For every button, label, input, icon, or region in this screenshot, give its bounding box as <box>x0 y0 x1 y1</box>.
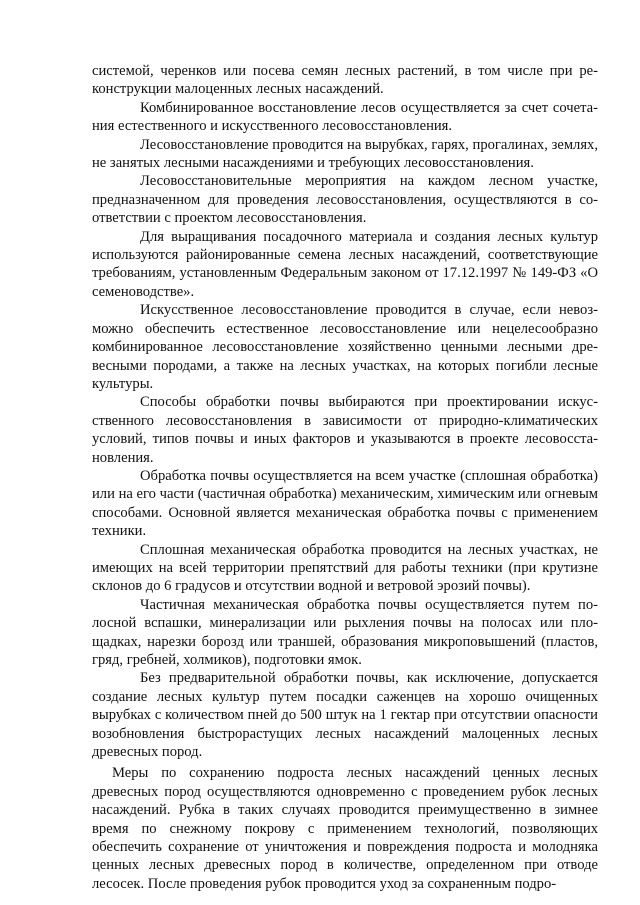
paragraph-no-pretreatment: Без предварительной обработки почвы, как исключение, допускается создание лесных культур путем посадки саженцев на хорошо очищенных вырубках с количеством пней до 500 штук на 1 гектар при отсутствии опасности возобновления быстрорастущих лесных насаждений малоценных лесных древесных пород. <box>92 670 598 761</box>
paragraph-soil-treatment: Обработка почвы осуществляется на всем участке (сплошная обработка) или на его части (частичная обработка) механическим, химическим или огневым способами. Основной является механическая обработка почвы с применением техники. <box>92 467 598 540</box>
paragraph-restoration-sites: Лесовосстановление проводится на вырубках, гарях, прогалинах, землях, не занятых лесными насаждениями и требующих лесовосстановления. <box>92 136 598 172</box>
paragraph-continuous-treatment: Сплошная механическая обработка проводится на лесных участках, не имеющих на всей территории препятствий для работы техники (при крутизне склонов до 6 градусов и отсутствии водной и ветровой эрозий почвы). <box>92 541 598 595</box>
paragraph-undergrowth-preservation: Меры по сохранению подроста лесных насаждений ценных лесных древесных пород осуществляются одновременно с проведением рубок лесных насаждений. Рубка в таких случаях проводится преимущественно в зимнее время по снежному покрову с применением технологий, позволяющих обеспечить сохранение от уничтожения и повреждения подроста и молодняка ценных лесных древесных пород в количестве, определенном при отводе лесосек. После проведения рубок проводится уход за сохраненным подро- <box>92 765 598 892</box>
paragraph-partial-treatment: Частичная механическая обработка почвы осуществляется путем полосной вспашки, минерализации или рыхления почвы на полосах или площадках, нарезки борозд или траншей, образования микроповышений (пластов, гряд, гребней, холмиков), подготовки ямок. <box>92 596 598 668</box>
document-body <box>92 62 598 893</box>
paragraph-artificial-restoration: Искусственное лесовосстановление проводится в случае, если невозможно обеспечить естественное лесовосстановление или нецелесообразно комбинированное лесовосстановление хозяйственно ценными лесными древесными породами, а также на лесных участках, на которых погибли лесные культуры. <box>92 302 598 392</box>
paragraph-restoration-measures: Лесовосстановительные мероприятия на каждом лесном участке, предназначенном для проведения лесовосстановления, осуществляются в соответствии с проектом лесовосстановления. <box>92 173 598 227</box>
paragraph-combined-restoration: Комбинированное восстановление лесов осуществляется за счет сочетания естественного и искусственного лесовосстановления. <box>92 99 598 135</box>
paragraph-soil-methods: Способы обработки почвы выбираются при проектировании искусственного лесовосстановления в зависимости от природно-климатических условий, типов почвы и иных факторов и указываются в проекте лесовосстановления. <box>92 394 598 466</box>
paragraph-continuation: системой, черенков или посева семян лесных растений, в том числе при реконструкции малоценных лесных насаждений. <box>92 63 598 98</box>
paragraph-seed-material: Для выращивания посадочного материала и создания лесных культур используются районированные семена лесных насаждений, соответствующие требованиям, установленным Федеральным законом от 17.12.1997 № 149-ФЗ «О семеноводстве». <box>92 228 598 300</box>
